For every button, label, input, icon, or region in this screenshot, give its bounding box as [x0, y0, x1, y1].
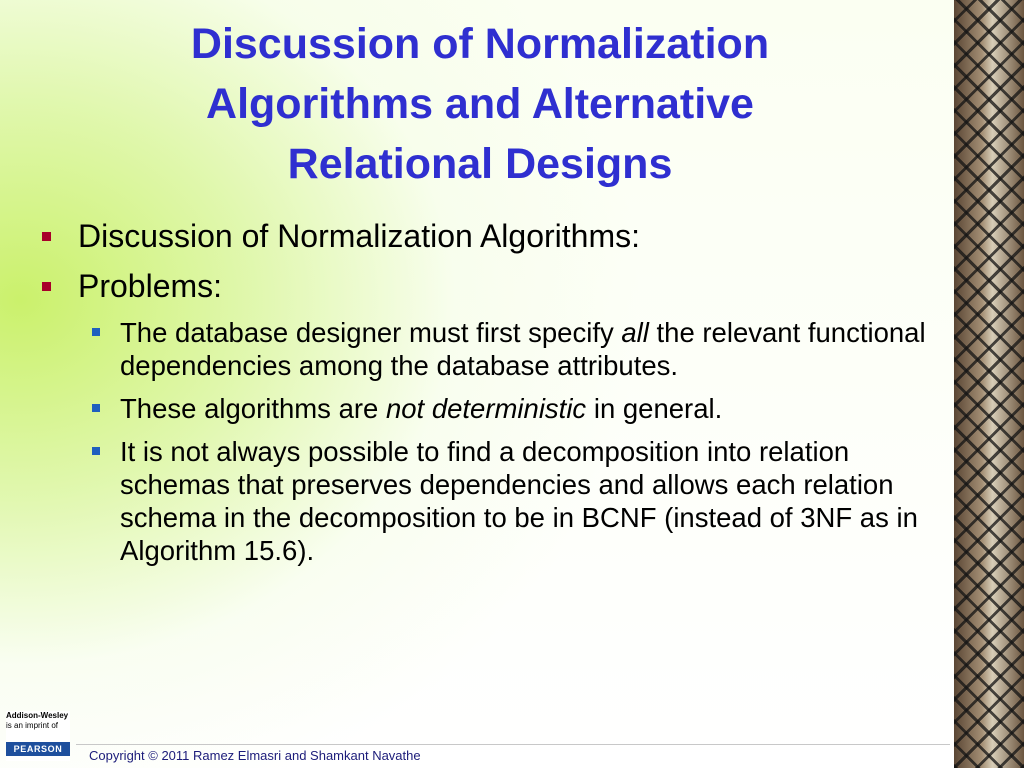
- decorative-side-image: [954, 0, 1024, 768]
- subbullet-text-before: These algorithms are: [120, 393, 386, 424]
- bullet-text: Discussion of Normalization Algorithms:: [78, 218, 640, 254]
- publisher-logo: [6, 711, 70, 761]
- subbullet-text-after: the relevant functional dependencies among the database attributes.: [120, 317, 926, 381]
- subbullet-marker: [92, 328, 100, 336]
- footer-divider: [76, 744, 950, 745]
- bullet-marker: [42, 282, 51, 291]
- subbullet-text-before: The database designer must first specify: [120, 317, 622, 348]
- subbullet-bcnf-decomposition: [92, 435, 938, 567]
- subbullet-not-deterministic: [92, 392, 938, 425]
- subbullet-text-after: in general.: [586, 393, 723, 424]
- bullet-marker: [42, 232, 51, 241]
- problems-subbullets: [92, 316, 942, 567]
- subbullet-emphasis: all: [621, 317, 649, 348]
- subbullet-emphasis: not deterministic: [385, 393, 587, 424]
- pearson-brand: PEARSON: [6, 742, 70, 756]
- slide-content: [42, 218, 942, 577]
- publisher-imprint-name: Addison-Wesley: [6, 711, 69, 720]
- subbullet-marker: [92, 447, 100, 455]
- subbullet-specify-dependencies: [92, 316, 938, 382]
- bullet-text: Problems:: [78, 268, 223, 304]
- bullet-problems: [42, 268, 942, 304]
- bullet-discussion: [42, 218, 942, 254]
- slide-title: Discussion of Normalization Algorithms and Alternative Relational Designs: [190, 20, 770, 188]
- copyright-text: Copyright © 2011 Ramez Elmasri and Shamkant Navathe: [89, 748, 421, 763]
- subbullet-marker: [92, 404, 100, 412]
- publisher-imprint-note: is an imprint of: [6, 721, 59, 730]
- subbullet-text: It is not always possible to find a decomposition into relation schemas that preserves dependencies and allows each relation schema in the decomposition to be in BCNF (instead of 3NF as in Algorithm 15.6).: [120, 436, 918, 566]
